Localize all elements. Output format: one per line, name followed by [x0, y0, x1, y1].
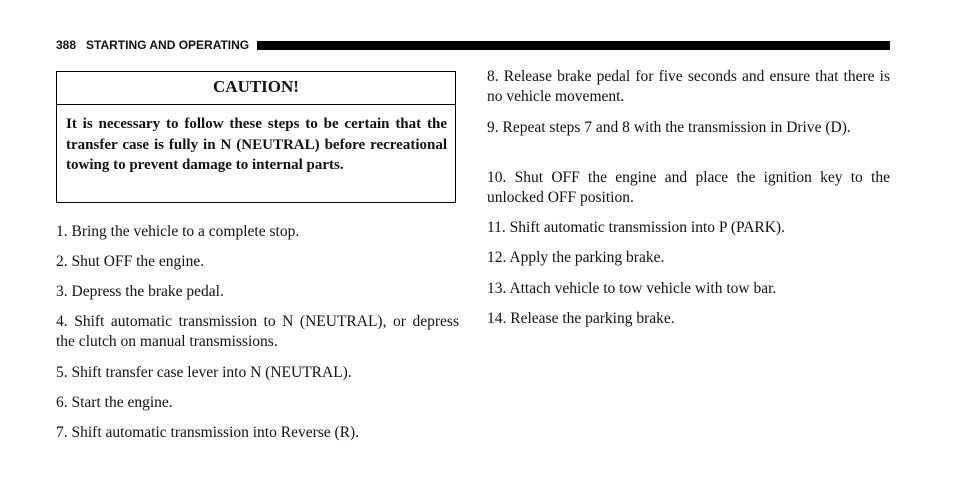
step-12: 12. Apply the parking brake.	[487, 249, 665, 266]
step-14: 14. Release the parking brake.	[487, 310, 675, 327]
step-7: 7. Shift automatic transmission into Reverse (R).	[56, 424, 360, 441]
step-5: 5. Shift transfer case lever into N (NEUTRAL).	[56, 364, 352, 381]
step-11: 11. Shift automatic transmission into P (PARK).	[487, 219, 785, 236]
caution-box	[56, 71, 456, 203]
step-3: 3. Depress the brake pedal.	[56, 283, 224, 300]
page-header	[56, 38, 890, 52]
step-10: 10. Shut OFF the engine and place the ignition key to the unlocked OFF position.	[487, 169, 890, 206]
caution-title: CAUTION!	[57, 72, 455, 105]
step-1: 1. Bring the vehicle to a complete stop.	[56, 223, 300, 240]
step-13: 13. Attach vehicle to tow vehicle with tow bar.	[487, 280, 777, 297]
step-8: 8. Release brake pedal for five seconds and ensure that there is no vehicle movement.	[487, 68, 890, 105]
header-rule	[257, 41, 890, 50]
page-number: 388	[56, 38, 77, 52]
step-4: 4. Shift automatic transmission to N (NEUTRAL), or depress the clutch on manual transmissions.	[56, 313, 459, 350]
step-2: 2. Shut OFF the engine.	[56, 253, 205, 270]
step-9: 9. Repeat steps 7 and 8 with the transmission in Drive (D).	[487, 119, 851, 136]
caution-text: It is necessary to follow these steps to be certain that the transfer case is fully in N (NEUTRAL) before recreational towing to prevent damage to internal parts.	[66, 116, 447, 173]
section-title: STARTING AND OPERATING	[86, 38, 250, 52]
step-6: 6. Start the engine.	[56, 394, 173, 411]
